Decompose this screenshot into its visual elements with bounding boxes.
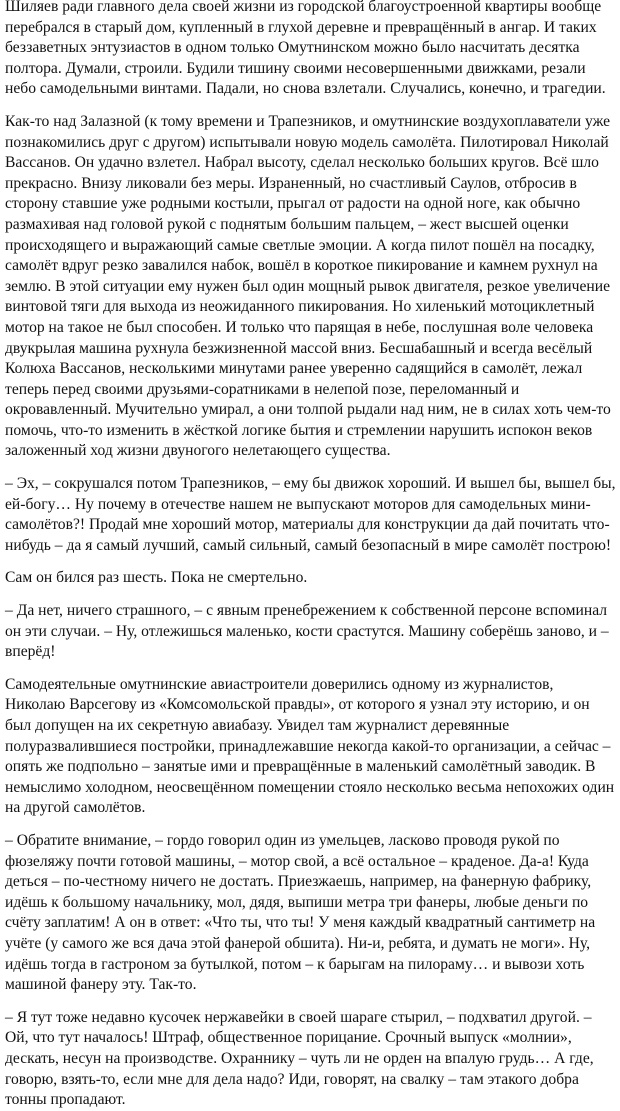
paragraph-3: – Эх, – сокрушался потом Трапезников, – ему бы движок хороший. И вышел бы, вышел бы, ей-богу… Ну почему в отечестве нашем не выпускают моторов для самодельных мини-самолётов?! Продай мне хороший мотор, материалы для конструкции да дай почитать что-нибудь – да я самый лучший, самый сильный, самый безопасный в мире самолёт построю! bbox=[5, 475, 616, 554]
paragraph-4: Сам он бился раз шесть. Пока не смертельно. bbox=[5, 569, 308, 587]
paragraph-6: Самодеятельные омутнинские авиастроители доверились одному из журналистов, Николаю Варсегову из «Комсомольской правды», от которого я узнал эту историю, и он был допущен на их секретную авиабазу. Увидел там журналист деревянные полуразвалившиеся постройки, принадлежавшие некогда какой-то организации, а сейчас – опять же подпольно – занятые ими и превращённые в маленький самолётный заводик. В немыслимо холодном, неосвещённом помещении стояло несколько весьма непохожих один на другой самолётов. bbox=[5, 675, 615, 817]
paragraph-1: Шиляев ради главного дела своей жизни из городской благоустроенной квартиры вообще перебрался в старый дом, купленный в глухой деревне и превращённый в ангар. И таких беззаветных энтузиастов в одном только Омутнинском можно было насчитать десятка полтора. Думали, строили. Будили тишину своими несовершенными движками, резали небо самодельными винтами. Падали, но снова взлетали. Случались, конечно, и трагедии. bbox=[5, 0, 606, 98]
paragraph-7: – Обратите внимание, – гордо говорил один из умельцев, ласково проводя рукой по фюзеляжу почти готовой машины, – мотор свой, а всё остальное – краденое. Да-а! Куда деться – по-честному ничего не достать. Приезжаешь, например, на фанерную фабрику, идёшь к большому начальнику, мол, дядя, выпиши метра три фанеры, любые деньги по счёту заплатим! А он в ответ: «Что ты, что ты! У меня каждый квадратный сантиметр на учёте (у самого же вся дача этой фанерой обшита). Ни-и, ребята, и думать не моги». Ну, идёшь тогда в гастроном за бутылкой, потом – к барыгам на пилораму… и вывози хоть машиной фанеру эту. Так-то. bbox=[5, 831, 596, 994]
paragraph-5: – Да нет, ничего страшного, – с явным пренебрежением к собственной персоне вспоминал он эти случаи. – Ну, отлежишься маленько, кости срастутся. Машину соберёшь заново, и – вперёд! bbox=[5, 602, 609, 661]
paragraph-2: Как-то над Залазной (к тому времени и Трапезников, и омутнинские воздухоплаватели уже познакомились друг с другом) испытывали новую модель самолёта. Пилотировал Николай Вассанов. Он удачно взлетел. Набрал высоту, сделал несколько больших кругов. Всё шло прекрасно. Внизу ликовали без меры. Израненный, но счастливый Саулов, отбросив в сторону ставшие уже родными костыли, прыгал от радости на одной ноге, как обычно размахивая над головой рукой с поднятым большим пальцем, – жест высшей оценки происходящего и выражающий самые светлые эмоции. А когда пилот пошёл на посадку, самолёт вдруг резко завалился набок, вошёл в короткое пикирование и камнем рухнул на землю. В этой ситуации ему нужен был один мощный рывок двигателя, резкое увеличение винтовой тяги для выхода из неожиданного пикирования. Но хиленький мотоциклетный мотор на такое не был способен. И только что парящая в небе, послушная воле человека двукрылая машина рухнула безжизненной массой вниз. Бесшабашный и всегда весёлый Колюха Вассанов, несколькими минутами ранее уверенно садящийся в самолёт, лежал теперь перед своими друзьями-соратниками в нелепой позе, переломанный и окровавленный. Мучительно умирал, а они толпой рыдали над ним, не в силах хоть чем-то помочь, что-то изменить в жёсткой логике бытия и стремлении нарушить испокон веков заложенный ход жизни двуногого нелетающего существа. bbox=[5, 112, 611, 460]
paragraph-8: – Я тут тоже недавно кусочек нержавейки в своей шараге стырил, – подхватил другой. – Ой, что тут началось! Штраф, общественное порицание. Срочный выпуск «молнии», дескать, несун на производстве. Охраннику – чуть ли не орден на впалую грудь… А где, говорю, взять-то, если мне для дела надо? Иди, говорят, на свалку – там этакого добра тонны пропадают. bbox=[5, 1008, 594, 1109]
